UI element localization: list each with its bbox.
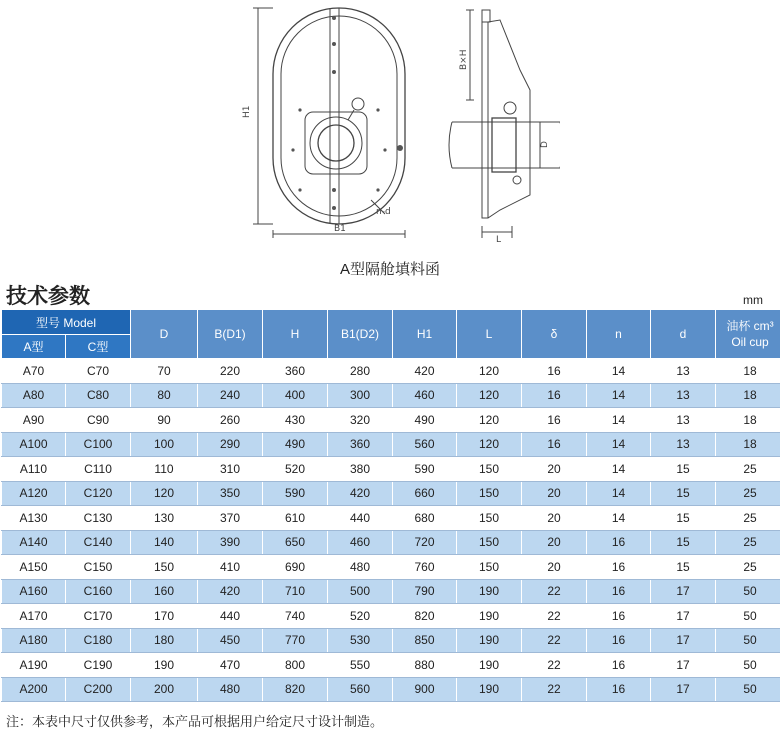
table-cell: 120 xyxy=(131,481,198,506)
table-cell: 100 xyxy=(131,432,198,457)
table-cell: 220 xyxy=(198,359,263,384)
table-cell: 17 xyxy=(651,677,716,702)
table-cell: A190 xyxy=(2,653,66,678)
table-cell: 17 xyxy=(651,653,716,678)
table-cell: 13 xyxy=(651,359,716,384)
table-row xyxy=(2,604,780,629)
table-cell: 280 xyxy=(328,359,393,384)
header-col: H xyxy=(263,310,328,359)
table-cell: 400 xyxy=(263,383,328,408)
table-cell: 20 xyxy=(522,506,587,531)
table-cell: C160 xyxy=(66,579,131,604)
table-cell: 500 xyxy=(328,579,393,604)
drawing-caption: A型隔舱填料函 xyxy=(339,261,440,278)
table-cell: 16 xyxy=(522,408,587,433)
table-cell: 15 xyxy=(651,481,716,506)
table-cell: 660 xyxy=(393,481,457,506)
table-cell: 190 xyxy=(457,628,522,653)
table-cell: 25 xyxy=(716,457,780,482)
table-cell: 16 xyxy=(522,359,587,384)
table-row xyxy=(2,359,780,384)
table-cell: 360 xyxy=(263,359,328,384)
header-col: B(D1) xyxy=(198,310,263,359)
table-cell: C200 xyxy=(66,677,131,702)
table-cell: A80 xyxy=(2,383,66,408)
dim-label-bxh: B×H xyxy=(459,49,469,70)
dim-label-h1: H1 xyxy=(242,105,252,118)
table-cell: 560 xyxy=(393,432,457,457)
table-cell: 490 xyxy=(393,408,457,433)
header-col: H1 xyxy=(393,310,457,359)
table-cell: 550 xyxy=(328,653,393,678)
table-cell: 150 xyxy=(457,555,522,580)
table-cell: 380 xyxy=(328,457,393,482)
table-cell: 420 xyxy=(328,481,393,506)
table-cell: 590 xyxy=(263,481,328,506)
table-cell: 850 xyxy=(393,628,457,653)
table-cell: C90 xyxy=(66,408,131,433)
table-cell: 520 xyxy=(328,604,393,629)
header-col: n xyxy=(587,310,651,359)
table-cell: 460 xyxy=(328,530,393,555)
table-cell: 14 xyxy=(587,408,651,433)
header-type-c: C型 xyxy=(66,335,131,359)
table-cell: 22 xyxy=(522,653,587,678)
table-cell: 16 xyxy=(587,579,651,604)
table-cell: 18 xyxy=(716,383,780,408)
table-cell: 470 xyxy=(198,653,263,678)
table-cell: 390 xyxy=(198,530,263,555)
table-cell: 14 xyxy=(587,481,651,506)
table-cell: A180 xyxy=(2,628,66,653)
table-cell: A90 xyxy=(2,408,66,433)
table-cell: 610 xyxy=(263,506,328,531)
dim-label-nd: n-d xyxy=(376,207,391,217)
table-cell: 16 xyxy=(587,677,651,702)
table-cell: C150 xyxy=(66,555,131,580)
header-oil-cup-cn: 油杯 cm³ xyxy=(726,319,774,333)
table-cell: 70 xyxy=(131,359,198,384)
table-cell: 17 xyxy=(651,604,716,629)
table-cell: 440 xyxy=(198,604,263,629)
table-cell: 410 xyxy=(198,555,263,580)
table-cell: 17 xyxy=(651,628,716,653)
table-cell: A100 xyxy=(2,432,66,457)
table-cell: 22 xyxy=(522,604,587,629)
table-cell: 320 xyxy=(328,408,393,433)
table-cell: 150 xyxy=(457,481,522,506)
table-cell: 240 xyxy=(198,383,263,408)
table-cell: A120 xyxy=(2,481,66,506)
table-cell: 16 xyxy=(587,555,651,580)
table-cell: 150 xyxy=(131,555,198,580)
dim-label-b1: B1 xyxy=(334,224,346,234)
header-col: d xyxy=(651,310,716,359)
header-model: 型号 Model xyxy=(2,310,131,335)
dim-label-l: L xyxy=(496,235,502,245)
table-cell: C170 xyxy=(66,604,131,629)
table-cell: 25 xyxy=(716,506,780,531)
table-cell: 260 xyxy=(198,408,263,433)
table-cell: 120 xyxy=(457,359,522,384)
table-cell: 760 xyxy=(393,555,457,580)
table-row xyxy=(2,506,780,531)
table-cell: 90 xyxy=(131,408,198,433)
table-cell: 22 xyxy=(522,628,587,653)
table-cell: 15 xyxy=(651,530,716,555)
table-row xyxy=(2,383,780,408)
table-cell: 190 xyxy=(131,653,198,678)
table-cell: 150 xyxy=(457,530,522,555)
table-cell: 480 xyxy=(328,555,393,580)
unit-label: mm xyxy=(743,293,763,307)
table-cell: 120 xyxy=(457,383,522,408)
table-cell: 180 xyxy=(131,628,198,653)
table-cell: 25 xyxy=(716,481,780,506)
table-cell: A200 xyxy=(2,677,66,702)
table-cell: C130 xyxy=(66,506,131,531)
table-cell: 440 xyxy=(328,506,393,531)
table-row xyxy=(2,653,780,678)
table-cell: 20 xyxy=(522,481,587,506)
dim-label-d: D xyxy=(540,141,550,148)
table-cell: 16 xyxy=(587,530,651,555)
table-cell: 190 xyxy=(457,579,522,604)
header-col: L xyxy=(457,310,522,359)
table-row xyxy=(2,432,780,457)
table-cell: 22 xyxy=(522,579,587,604)
table-cell: 650 xyxy=(263,530,328,555)
table-cell: 25 xyxy=(716,555,780,580)
table-cell: C110 xyxy=(66,457,131,482)
spec-table xyxy=(1,309,780,702)
header-oil-cup xyxy=(716,310,780,359)
header-col: δ xyxy=(522,310,587,359)
table-cell: 300 xyxy=(328,383,393,408)
header-col: D xyxy=(131,310,198,359)
table-cell: A140 xyxy=(2,530,66,555)
table-cell: 450 xyxy=(198,628,263,653)
table-cell: 18 xyxy=(716,408,780,433)
table-cell: 50 xyxy=(716,604,780,629)
header-col: B1(D2) xyxy=(328,310,393,359)
table-cell: A70 xyxy=(2,359,66,384)
table-cell: 14 xyxy=(587,506,651,531)
table-cell: 50 xyxy=(716,628,780,653)
table-cell: 150 xyxy=(457,457,522,482)
table-cell: 16 xyxy=(587,653,651,678)
table-cell: 14 xyxy=(587,432,651,457)
table-cell: 460 xyxy=(393,383,457,408)
technical-drawing xyxy=(230,0,560,250)
table-cell: 150 xyxy=(457,506,522,531)
table-row xyxy=(2,677,780,702)
table-cell: A170 xyxy=(2,604,66,629)
table-cell: 420 xyxy=(198,579,263,604)
table-cell: 16 xyxy=(522,432,587,457)
table-cell: 350 xyxy=(198,481,263,506)
table-cell: 16 xyxy=(587,628,651,653)
table-cell: 530 xyxy=(328,628,393,653)
table-cell: 170 xyxy=(131,604,198,629)
table-cell: 14 xyxy=(587,359,651,384)
table-cell: 690 xyxy=(263,555,328,580)
table-cell: 110 xyxy=(131,457,198,482)
table-cell: 720 xyxy=(393,530,457,555)
table-cell: C100 xyxy=(66,432,131,457)
table-row xyxy=(2,457,780,482)
table-cell: A160 xyxy=(2,579,66,604)
table-cell: 370 xyxy=(198,506,263,531)
table-cell: 190 xyxy=(457,677,522,702)
table-cell: 710 xyxy=(263,579,328,604)
section-title: 技术参数 xyxy=(6,284,90,308)
table-cell: 120 xyxy=(457,432,522,457)
table-cell: 16 xyxy=(522,383,587,408)
table-cell: 50 xyxy=(716,677,780,702)
table-cell: 190 xyxy=(457,653,522,678)
header-type-a: A型 xyxy=(2,335,66,359)
table-cell: C180 xyxy=(66,628,131,653)
table-cell: 800 xyxy=(263,653,328,678)
table-row xyxy=(2,555,780,580)
table-cell: 160 xyxy=(131,579,198,604)
table-cell: 14 xyxy=(587,383,651,408)
table-cell: 590 xyxy=(393,457,457,482)
footnote: 注：本表中尺寸仅供参考，本产品可根据用户给定尺寸设计制造。 xyxy=(6,714,384,729)
table-cell: 740 xyxy=(263,604,328,629)
table-cell: 520 xyxy=(263,457,328,482)
table-cell: 13 xyxy=(651,432,716,457)
table-cell: 360 xyxy=(328,432,393,457)
table-cell: 420 xyxy=(393,359,457,384)
table-cell: 290 xyxy=(198,432,263,457)
table-cell: 120 xyxy=(457,408,522,433)
table-cell: C70 xyxy=(66,359,131,384)
table-cell: 13 xyxy=(651,383,716,408)
table-row xyxy=(2,628,780,653)
table-cell: 18 xyxy=(716,432,780,457)
table-cell: 140 xyxy=(131,530,198,555)
table-cell: 50 xyxy=(716,579,780,604)
table-cell: 190 xyxy=(457,604,522,629)
table-cell: 25 xyxy=(716,530,780,555)
table-cell: 22 xyxy=(522,677,587,702)
table-cell: 430 xyxy=(263,408,328,433)
table-cell: 18 xyxy=(716,359,780,384)
table-cell: 80 xyxy=(131,383,198,408)
table-cell: 200 xyxy=(131,677,198,702)
header-oil-cup-en: Oil cup xyxy=(731,335,769,349)
table-cell: 880 xyxy=(393,653,457,678)
table-cell: 490 xyxy=(263,432,328,457)
table-cell: 820 xyxy=(263,677,328,702)
table-cell: 17 xyxy=(651,579,716,604)
table-cell: 560 xyxy=(328,677,393,702)
table-row xyxy=(2,530,780,555)
table-cell: 16 xyxy=(587,604,651,629)
table-cell: 14 xyxy=(587,457,651,482)
table-cell: 310 xyxy=(198,457,263,482)
table-cell: 20 xyxy=(522,555,587,580)
table-cell: 480 xyxy=(198,677,263,702)
table-cell: C140 xyxy=(66,530,131,555)
table-cell: 50 xyxy=(716,653,780,678)
table-cell: 20 xyxy=(522,530,587,555)
table-cell: C80 xyxy=(66,383,131,408)
table-cell: A110 xyxy=(2,457,66,482)
table-cell: 13 xyxy=(651,408,716,433)
table-cell: A130 xyxy=(2,506,66,531)
table-row xyxy=(2,408,780,433)
table-cell: 15 xyxy=(651,555,716,580)
table-cell: 680 xyxy=(393,506,457,531)
table-row xyxy=(2,579,780,604)
table-cell: 900 xyxy=(393,677,457,702)
table-cell: 130 xyxy=(131,506,198,531)
table-cell: C190 xyxy=(66,653,131,678)
table-cell: 15 xyxy=(651,506,716,531)
table-row xyxy=(2,481,780,506)
table-cell: C120 xyxy=(66,481,131,506)
table-cell: 790 xyxy=(393,579,457,604)
table-cell: 770 xyxy=(263,628,328,653)
table-cell: 15 xyxy=(651,457,716,482)
table-cell: A150 xyxy=(2,555,66,580)
table-cell: 20 xyxy=(522,457,587,482)
table-body xyxy=(2,359,780,702)
table-cell: 820 xyxy=(393,604,457,629)
